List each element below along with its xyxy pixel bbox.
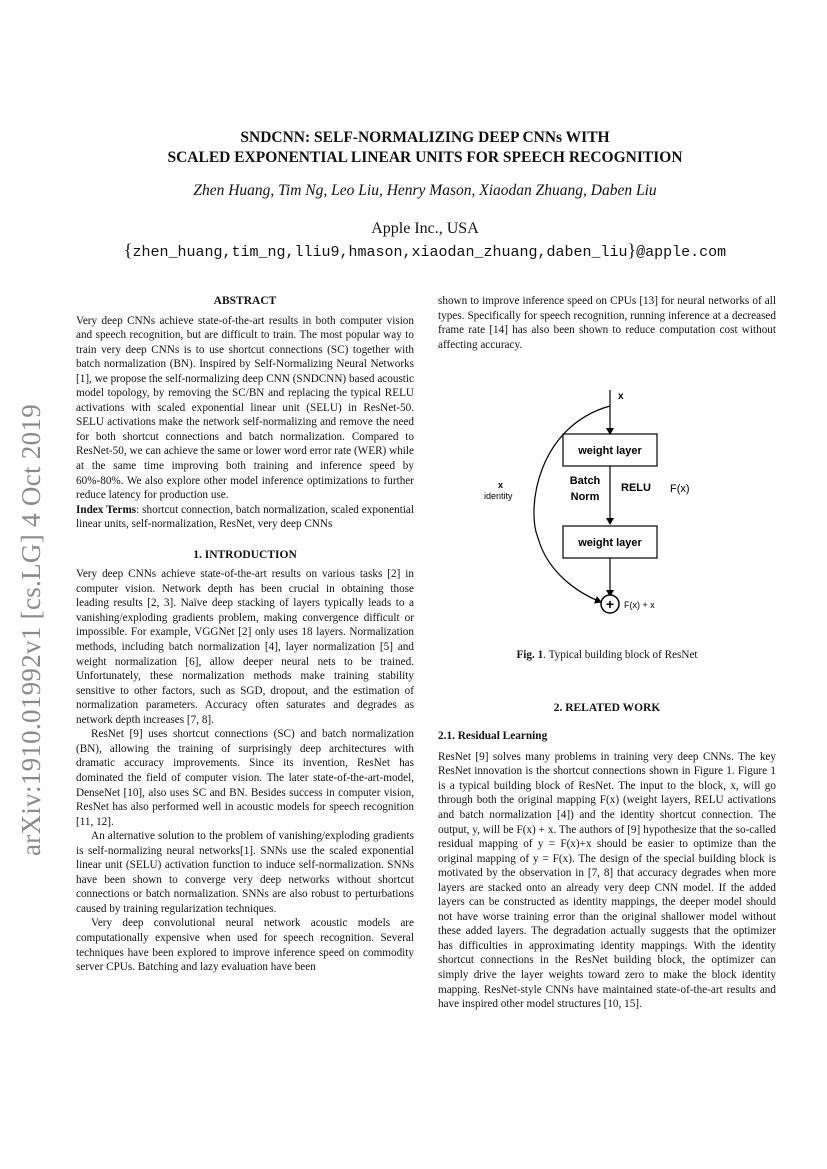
intro-paragraph-4-continued: shown to improve inference speed on CPUs [13] for neural networks of all types. Specifically for speech recognition, running inference at a decreased frame rate [14] has also been shown to reduce computation cost without affecting accuracy. — [438, 295, 776, 351]
email-open-brace: { — [123, 240, 133, 260]
email-domain: @apple.com — [636, 244, 727, 261]
intro-paragraph-1: Very deep CNNs achieve state-of-the-art results on various tasks [2] in computer vision. Network depth has been crucial in obtaining those leading results [2, 3]. Naïve deep stacking of layers typically leads to a vanishing/exploding gradients problem, making convergence difficult or impossible. For example, VGGNet [2] only uses 18 layers. Normalization methods, including batch normalization [4], layer normalization [5] and weight normalization [6], allow deeper neural nets to be trained. Unfortunately, these normalization methods make training stability sensitive to other factors, such as SGD, dropout, and the estimation of normalization parameters. Accuracy often saturates and degrades as network depth increases [7, 8]. — [76, 568, 414, 726]
figure-caption — [438, 648, 776, 663]
index-terms — [76, 503, 414, 532]
abstract-text: Very deep CNNs achieve state-of-the-art results in both computer vision and speech recognition, but are difficult to train. The most popular way to train very deep CNNs is to use shortcut connections (SC) together with batch normalization (BN). Inspired by Self-Normalizing Neural Networks [1], we propose the self-normalizing deep CNN (SNDCNN) based acoustic model topology, by removing the SC/BN and replacing the typical RELU activations with scaled exponential linear unit (SELU) in ResNet-50. SELU activations make the network self-normalizing and remove the need for both shortcut connections and batch normalization. Compared to ResNet-50, we can achieve the same or lower word error rate (WER) while at the same time improving both training and inference speed by 60%-80%. We also explore other model inference optimizations to further reduce latency for production use. — [76, 314, 414, 502]
email-close-brace: } — [627, 240, 637, 260]
batch-label: Batch — [569, 475, 601, 488]
intro-paragraph-4: Very deep convolutional neural network acoustic models are computationally expensive when used for speech recognition. Several techniques have been explored to improve inference speed on commodity server CPUs. Batching and lazy evaluation have been — [76, 917, 414, 974]
title-line-1: SNDCNN: SELF-NORMALIZING DEEP CNNs WITH — [240, 129, 610, 146]
plus-icon: + — [605, 596, 615, 613]
abstract-heading: ABSTRACT — [213, 295, 277, 307]
related-work-heading: 2. RELATED WORK — [553, 701, 661, 714]
output-label: F(x) + x — [624, 600, 655, 611]
figure-caption-text: . Typical building block of ResNet — [543, 649, 698, 662]
index-terms-label: Index Terms — [76, 503, 137, 516]
weight-layer-2-label: weight layer — [578, 537, 642, 550]
affiliation: Apple Inc., USA — [371, 220, 479, 237]
relu-label: RELU — [621, 482, 651, 495]
arxiv-identifier: arXiv:1910.01992v1 [cs.LG] 4 Oct 2019 — [16, 403, 46, 856]
paper-title — [100, 128, 750, 168]
norm-label: Norm — [570, 491, 600, 504]
resnet-block-diagram — [438, 368, 776, 638]
index-terms-text: : shortcut connection, batch normalization, scaled exponential linear units, self-normalization, ResNet, very deep CNNs — [76, 503, 414, 531]
author-emails — [60, 240, 790, 261]
residual-learning-heading: 2.1. Residual Learning — [438, 730, 548, 743]
right-column — [438, 294, 776, 1012]
title-line-2: SCALED EXPONENTIAL LINEAR UNITS FOR SPEECH RECOGNITION — [167, 149, 683, 166]
author-list: Zhen Huang, Tim Ng, Leo Liu, Henry Mason, Xiaodan Zhuang, Daben Liu — [193, 182, 657, 199]
intro-paragraph-3: An alternative solution to the problem of vanishing/exploding gradients is self-normalizing neural networks[1]. SNNs use the scaled exponential linear unit (SELU) activation function to induce self-normalization. SNNs have been shown to converge very deep networks without shortcut connections or batch normalization. SNNs are also robust to perturbations caused by training regularization techniques. — [76, 830, 414, 915]
intro-heading: 1. INTRODUCTION — [193, 548, 297, 561]
left-column — [76, 294, 414, 975]
figure-caption-label: Fig. 1 — [516, 649, 544, 662]
email-list: zhen_huang,tim_ng,lliu9,hmason,xiaodan_zhuang,daben_liu — [132, 244, 628, 261]
weight-layer-1-label: weight layer — [578, 445, 642, 458]
shortcut-x-label: x — [498, 480, 504, 491]
input-x-label: x — [618, 391, 624, 403]
residual-learning-text: ResNet [9] solves many problems in training very deep CNNs. The key ResNet innovation is the shortcut connections shown in Figure 1. Figure 1 is a typical building block of ResNet. The input to the block, x, will go through both the original mapping F(x) (weight layers, RELU activations and batch normalization [4]) and the identity shortcut connection. The output, y, will be F(x) + x. The authors of [9] hypothesize that the so-called residual mapping of y = F(x)+x should be easier to optimize than the original mapping of y = F(x). The design of the special building block is motivated by the observation in [7, 8] that accuracy degrades when more layers are stacked onto an already very deep CNN model. If the added layers can be constructed as identity mappings, the deeper model should not have worse training error than the original shallower model without these added layers. The degradation actually suggests that the optimizer has difficulties in approximating identity mappings. With the identity shortcut connections in the ResNet building block, the optimizer can simply drive the layer weights toward zero to make the block identity mapping. ResNet-style CNNs have maintained state-of-the-art results and have inspired other model structures [10, 15]. — [438, 750, 776, 1011]
identity-label: identity — [484, 491, 513, 502]
intro-paragraph-2: ResNet [9] uses shortcut connections (SC) and batch normalization (BN), allowing the training of surprisingly deep architectures with dramatic accuracy improvements. Since its invention, ResNet has dominated the field of computer vision. The later state-of-the-art-model, DenseNet [10], also uses SC and BN. Besides success in computer vision, ResNet has also performed well in acoustic models for speech recognition [11, 12]. — [76, 728, 414, 828]
figure-resnet-block — [438, 368, 776, 638]
fx-label: F(x) — [670, 483, 690, 496]
